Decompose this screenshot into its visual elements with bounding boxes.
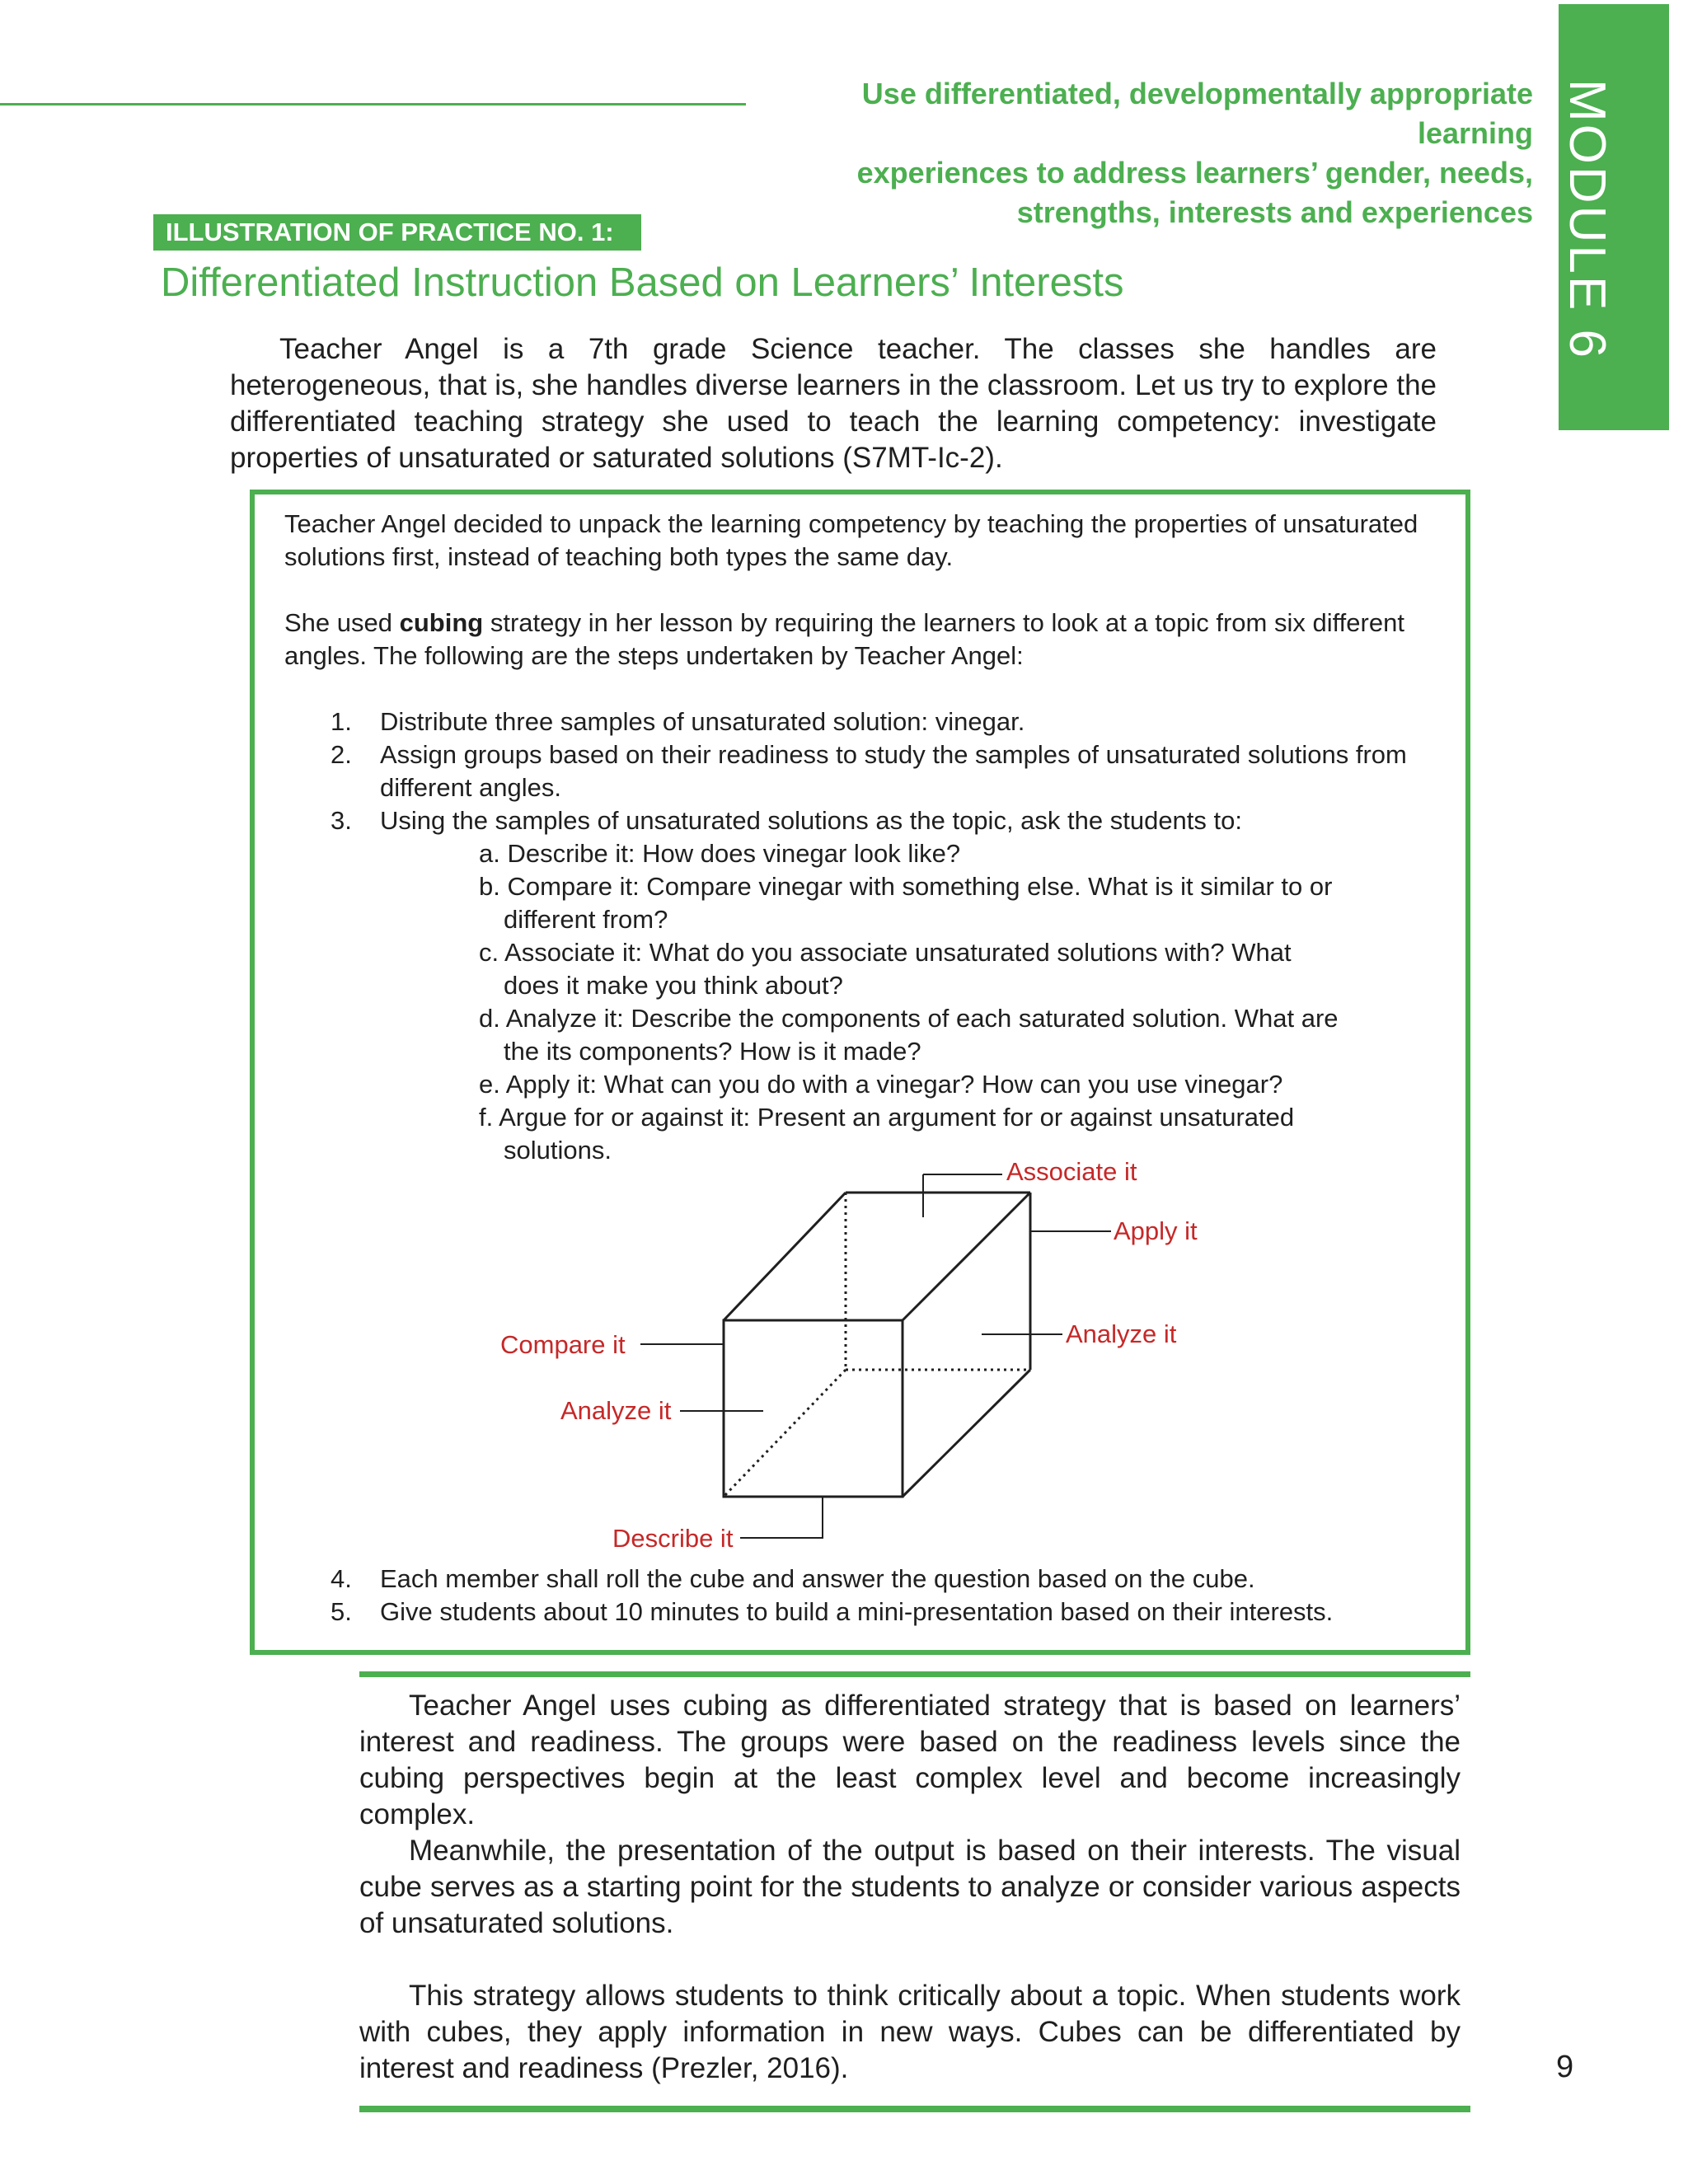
label-apply-it: Apply it <box>1114 1216 1198 1245</box>
label-analyze-it-right: Analyze it <box>1066 1319 1177 1348</box>
substep-text-continued: solutions. <box>504 1136 612 1165</box>
substep-text: b. Compare it: Compare vinegar with something else. What is it similar to or <box>479 872 1333 901</box>
cube-edge <box>724 1193 846 1320</box>
substep-text: d. Analyze it: Describe the components of each saturated solution. What are <box>479 1004 1339 1033</box>
cube-edge <box>903 1193 1030 1320</box>
header-rule <box>0 103 746 105</box>
header-line-1: Use differentiated, developmentally appropriate learning <box>861 77 1533 150</box>
step-text: Assign groups based on their readiness to study the samples of unsaturated solutions from <box>380 740 1407 769</box>
step-number: 1. <box>331 707 352 736</box>
step-text: Each member shall roll the cube and answer the question based on the cube. <box>380 1564 1255 1593</box>
step-text: Give students about 10 minutes to build a mini-presentation based on their interests. <box>380 1597 1334 1626</box>
module-side-tab-label: MODULE 6 <box>1559 79 1615 360</box>
header-line-3: strengths, interests and experiences <box>1016 195 1533 229</box>
cube-leader-lines <box>640 1174 1111 1538</box>
commentary-paragraph-2: Meanwhile, the presentation of the output is based on their interests. The visual cube serves as a starting point for the students to analyze or consider various aspects of unsaturated solutions. <box>359 1835 1461 1939</box>
commentary-paragraph-1: Teacher Angel uses cubing as differentiated strategy that is based on learners’ interest and readiness. The groups were based on the readiness levels since the cubing perspectives begin at the least complex level and become increasingly complex. <box>359 1690 1461 1830</box>
cube-edge <box>903 1370 1030 1497</box>
box-paragraph-2-end: strategy in her lesson by requiring the learners to look at a topic from six different angles. The following are the steps undertaken by Teacher Angel: <box>284 608 1404 670</box>
cube-hidden-edge <box>724 1370 846 1497</box>
substep-text-continued: does it make you think about? <box>504 971 843 1000</box>
commentary-paragraph-3: This strategy allows students to think critically about a topic. When students work with cubes, they apply information in new ways. Cubes can be differentiated by interest and readiness (Prezler, 2016). <box>359 1980 1461 2084</box>
section-rule-bottom <box>359 2106 1470 2112</box>
cube-front-face <box>724 1320 903 1497</box>
substep-text: f. Argue for or against it: Present an argument for or against unsaturated <box>479 1103 1295 1132</box>
substep-text: a. Describe it: How does vinegar look like? <box>479 839 961 868</box>
cube-diagram <box>250 490 1470 1655</box>
substep-text-continued: different from? <box>504 905 668 934</box>
step-text-continued: different angles. <box>380 773 562 802</box>
box-paragraph-2-start: She used <box>284 608 400 637</box>
section-rule-top <box>359 1671 1470 1677</box>
step-number: 3. <box>331 806 352 835</box>
label-describe-it: Describe it <box>612 1524 734 1553</box>
step-number: 5. <box>331 1597 352 1626</box>
module-objective-header <box>758 74 1533 232</box>
step-text: Distribute three samples of unsaturated solution: vinegar. <box>380 707 1025 736</box>
illustration-title: Differentiated Instruction Based on Learners’ Interests <box>161 260 1124 305</box>
label-analyze-it-left: Analyze it <box>560 1396 672 1425</box>
box-paragraph-1: Teacher Angel decided to unpack the learning competency by teaching the properties of unsaturated solutions first, instead of teaching both types the same day. <box>284 509 1418 571</box>
step-number: 4. <box>331 1564 352 1593</box>
cube-figure <box>724 1193 1030 1497</box>
describe-leader <box>740 1497 823 1538</box>
page-number: 9 <box>1556 2050 1574 2084</box>
step-number: 2. <box>331 740 352 769</box>
substep-text: e. Apply it: What can you do with a vinegar? How can you use vinegar? <box>479 1070 1283 1099</box>
substep-text: c. Associate it: What do you associate unsaturated solutions with? What <box>479 938 1292 967</box>
label-compare-it: Compare it <box>500 1330 626 1359</box>
illustration-label: ILLUSTRATION OF PRACTICE NO. 1: <box>153 214 641 251</box>
header-line-2: experiences to address learners’ gender, needs, <box>856 156 1533 190</box>
step-text: Using the samples of unsaturated solutions as the topic, ask the students to: <box>380 806 1242 835</box>
substep-text-continued: the its components? How is it made? <box>504 1037 921 1066</box>
cubing-term: cubing <box>399 608 484 637</box>
label-associate-it: Associate it <box>1006 1157 1137 1186</box>
intro-paragraph: Teacher Angel is a 7th grade Science teacher. The classes she handles are heterogeneous, that is, she handles diverse learners in the classroom. Let us try to explore the differentiated teaching strategy she used to teach the learning competency: investigate properties of unsaturated or saturated solutions (S7MT-Ic-2). <box>230 333 1437 474</box>
